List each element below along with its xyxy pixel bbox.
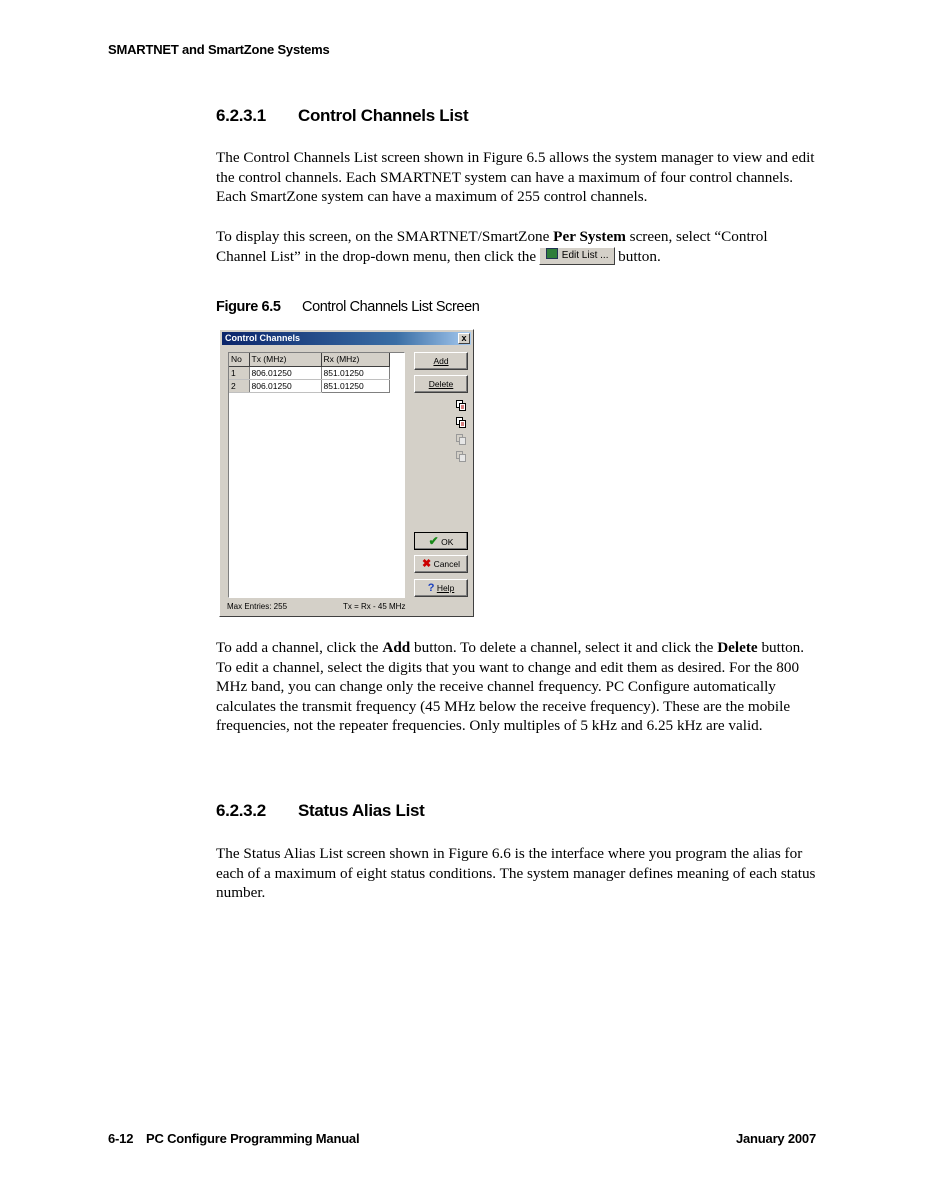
status-alias-text: The Status Alias List screen shown in Figure 6.6 is the interface where you program the alias for each of a maximum of eight status conditions. The system manager defines meaning of each status number. [216,845,816,902]
display-text-b: screen, select “Control Channel List” in the drop-down menu, then click the [216,228,768,265]
column-header-tx[interactable]: Tx (MHz) [249,353,321,366]
footer-date: January 2007 [736,1131,816,1146]
ok-button[interactable] [414,532,468,550]
control-channels-dialog [219,329,474,617]
add-label: Add [433,356,449,366]
channels-grid [228,352,405,598]
edit-list-button-image [539,247,615,265]
help-label: Help [436,583,455,593]
intro-text: The Control Channels List screen shown in Figure 6.5 allows the system manager to view and edit the control channels. Each SMARTNET system can have a maximum of four control channels. Each SmartZone system can have a maximum of 255 control channels. [216,149,815,206]
section-number: 6.2.3.2 [216,801,266,820]
help-button[interactable] [414,579,468,597]
cancel-label: Cancel [433,559,461,569]
paragraph-status-alias [216,844,821,903]
table-row[interactable] [229,366,389,379]
section-heading-6-2-3-2 [216,801,425,821]
footer-left [108,1131,359,1146]
paste-icon[interactable] [456,417,466,428]
rx-cell-editing[interactable]: 851.01250 [321,379,389,392]
paragraph-intro [216,148,821,207]
dialog-titlebar [222,332,471,345]
figure-caption-text: Control Channels List Screen [302,299,480,315]
manual-title: PC Configure Programming Manual [146,1131,360,1146]
move-down-icon-disabled [456,451,466,462]
delete-button[interactable] [414,375,468,393]
section-heading-6-2-3-1 [216,106,468,126]
close-button[interactable]: x [458,333,470,344]
dialog-title: Control Channels [225,333,301,343]
status-max-entries: Max Entries: 255 [227,602,288,611]
figure-caption [216,299,479,315]
column-header-no[interactable]: No [229,353,249,366]
figure-label: Figure 6.5 [216,299,281,315]
list-icon [546,248,558,259]
instructions-text-c: button. To edit a channel, select the digits that you want to change and edit them as desired. For the 800 MHz band, you can change only the receive channel frequency. PC Configure automatically calculates the transmit frequency (45 MHz below the receive frequency). These are the mobile frequencies, not the repeater frequencies. Only multiples of 5 kHz and 6.25 kHz are valid. [216,639,805,735]
add-button[interactable] [414,352,468,370]
edit-list-label: Edit List ... [561,250,609,262]
tx-cell[interactable]: 806.01250 [249,379,321,392]
grid-header-row [229,353,389,366]
table-row[interactable] [229,379,389,392]
instructions-text-a: To add a channel, click the [216,639,383,656]
row-number: 2 [229,379,249,392]
instructions-text-b: button. To delete a channel, select it and click the [410,639,718,656]
copy-icon[interactable] [456,400,466,411]
display-text-a: To display this screen, on the SMARTNET/SmartZone [216,228,554,245]
delete-bold: Delete [717,639,758,656]
running-header: SMARTNET and SmartZone Systems [108,42,330,57]
column-header-rx[interactable]: Rx (MHz) [321,353,389,366]
tx-cell[interactable]: 806.01250 [249,366,321,379]
paragraph-instructions [216,638,821,736]
delete-label: Delete [428,379,454,389]
status-formula: Tx = Rx - 45 MHz [343,602,406,611]
paragraph-display [216,227,821,266]
rx-cell[interactable]: 851.01250 [321,366,389,379]
display-text-c: button. [618,247,661,265]
help-question-icon: ? [427,582,435,594]
ok-label: OK [441,537,454,547]
cancel-x-icon: ✖ [421,558,432,570]
page-number: 6-12 [108,1131,134,1146]
section-title: Control Channels List [298,106,469,125]
check-icon: ✔ [428,534,439,548]
section-title: Status Alias List [298,801,425,820]
per-system-bold: Per System [553,228,626,245]
add-bold: Add [382,639,411,656]
cancel-button[interactable] [414,555,468,573]
row-number: 1 [229,366,249,379]
section-number: 6.2.3.1 [216,106,266,125]
move-up-icon-disabled [456,434,466,445]
